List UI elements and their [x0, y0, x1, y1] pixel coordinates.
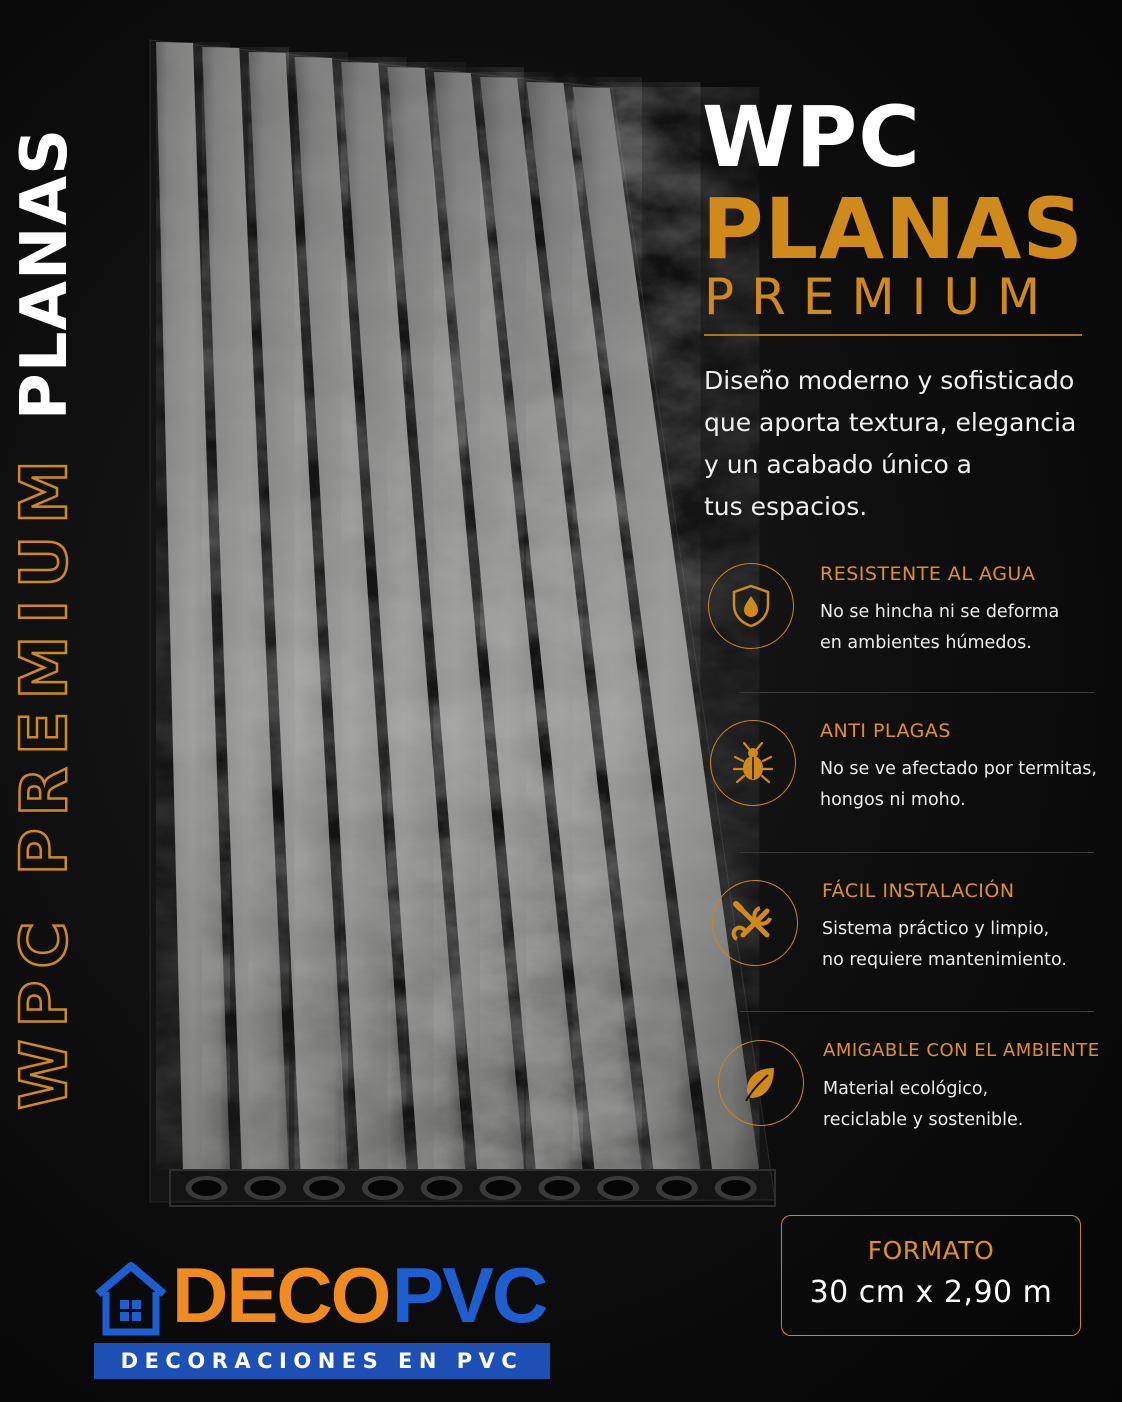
feature-divider	[740, 852, 1094, 853]
feature-text	[822, 914, 1067, 976]
feature-text-line: No se ve afectado por termitas,	[820, 759, 1097, 779]
description	[704, 360, 1094, 528]
feature-title: ANTI PLAGAS	[820, 720, 951, 742]
feature-eco-friendly	[708, 1040, 1098, 1180]
feature-text-line: Material ecológico,	[823, 1079, 989, 1099]
title-wpc: WPC	[702, 88, 921, 186]
format-value: 30 cm x 2,90 m	[809, 1275, 1053, 1310]
feature-text-line: reciclable y sostenible.	[823, 1110, 1024, 1130]
slat-end-hole	[309, 1180, 339, 1196]
feature-text	[820, 597, 1059, 659]
description-line: Diseño moderno y sofisticado	[704, 366, 1075, 395]
description-line: y un acabado único a	[704, 450, 973, 479]
logo-pvc-text: PVC	[392, 1251, 547, 1339]
title-planas: PLANAS	[702, 180, 1084, 278]
feature-text-line: No se hincha ni se deforma	[820, 602, 1060, 622]
feature-title: FÁCIL INSTALACIÓN	[822, 880, 1015, 902]
feature-anti-pest	[708, 720, 1098, 860]
feature-text	[823, 1074, 1023, 1136]
feature-text	[820, 754, 1097, 816]
side-outline-text: WPC PREMIUM	[8, 448, 82, 1110]
feature-divider	[740, 692, 1094, 693]
decopvc-logo	[92, 1250, 552, 1380]
feature-text-line: no requiere mantenimiento.	[822, 950, 1067, 970]
slat-end-hole	[192, 1180, 222, 1196]
leaf-icon	[718, 1040, 804, 1126]
slat-end-hole	[721, 1180, 751, 1196]
feature-title: AMIGABLE CON EL AMBIENTE	[823, 1040, 1100, 1061]
title-divider	[704, 334, 1082, 336]
logo-tagline: DECORACIONES EN PVC	[94, 1343, 550, 1379]
slat-end-hole	[368, 1180, 398, 1196]
description-line: que aporta textura, elegancia	[704, 408, 1077, 437]
description-line: tus espacios.	[704, 492, 868, 521]
format-label: FORMATO	[867, 1236, 995, 1265]
slat-end-hole	[486, 1180, 516, 1196]
format-box	[781, 1215, 1081, 1336]
bug-icon	[710, 720, 796, 806]
feature-divider	[740, 1011, 1094, 1012]
logo-deco-text: DECO	[172, 1251, 390, 1339]
house-icon	[92, 1258, 170, 1338]
slat-end-hole	[427, 1180, 457, 1196]
side-solid-text: PLANAS	[8, 127, 82, 421]
slat-end-hole	[544, 1180, 574, 1196]
feature-text-line: en ambientes húmedos.	[820, 633, 1032, 653]
slat-end-hole	[662, 1180, 692, 1196]
feature-text-line: hongos ni moho.	[820, 790, 966, 810]
feature-title: RESISTENTE AL AGUA	[820, 563, 1036, 585]
slat-end-hole	[603, 1180, 633, 1196]
water-shield-icon	[708, 563, 794, 649]
slat-end-hole	[250, 1180, 280, 1196]
feature-text-line: Sistema práctico y limpio,	[822, 919, 1050, 939]
feature-easy-install	[708, 880, 1098, 1020]
feature-water-resistant	[708, 563, 1098, 703]
tools-icon	[712, 880, 798, 966]
title-premium: PREMIUM	[704, 268, 1058, 326]
